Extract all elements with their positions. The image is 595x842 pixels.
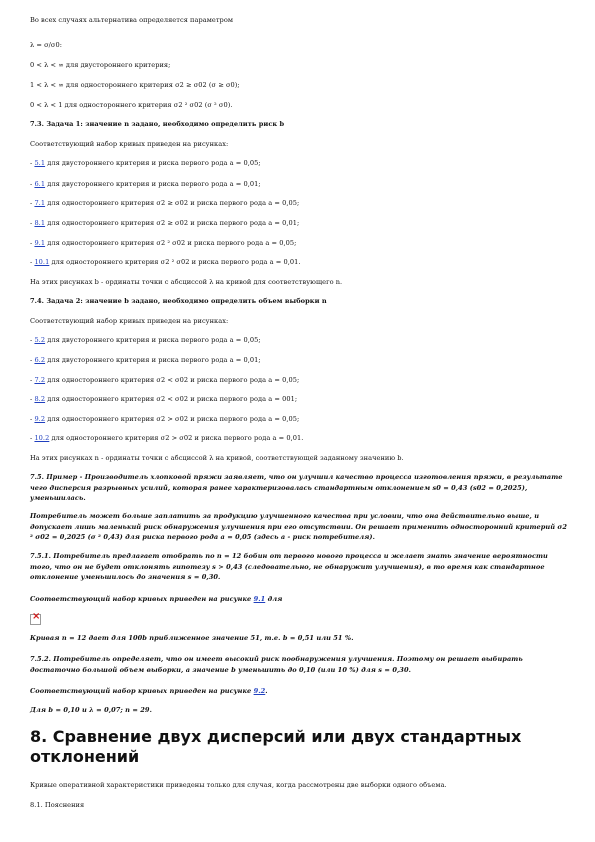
list-item-text: для одностороннего критерия σ2 > σ02 и риска первого рода a = 0,05; <box>45 415 300 423</box>
text: для <box>265 595 283 603</box>
example-paragraph: Для b = 0,10 и λ = 0,07; n = 29. <box>30 706 152 714</box>
example-paragraph <box>30 686 570 696</box>
bullet: - <box>30 199 35 207</box>
figure-link[interactable]: 10.1 <box>34 258 50 266</box>
figure-link[interactable]: 9.1 <box>34 239 46 247</box>
bullet: - <box>30 219 35 227</box>
figure-link[interactable]: 5.1 <box>34 159 46 167</box>
broken-image-icon <box>30 614 41 625</box>
bullet: - <box>30 239 35 247</box>
section-7-4-lead: Соответствующий набор кривых приведен на рисунках: <box>30 317 229 325</box>
list-item-text: для двустороннего критерия и риска первого рода a = 0,05; <box>45 336 261 344</box>
list-item-text: для двустороннего критерия и риска первого рода a = 0,01; <box>45 356 261 364</box>
bullet: - <box>30 258 35 266</box>
figure-link[interactable]: 9.1 <box>253 595 266 603</box>
figure-link[interactable]: 5.2 <box>34 336 46 344</box>
list-item-text: для двустороннего критерия и риска первого рода a = 0,01; <box>45 180 261 188</box>
bullet: - <box>30 336 35 344</box>
list-item <box>30 179 570 189</box>
list-item <box>30 355 570 365</box>
figure-link[interactable]: 9.2 <box>34 415 46 423</box>
text: . <box>265 687 268 695</box>
list-item <box>30 335 570 345</box>
intro-line: Во всех случаях альтернатива определяется параметром <box>30 16 234 24</box>
bullet: - <box>30 180 35 188</box>
example-paragraph: 7.5. Пример - Производитель хлопковой пряжи заявляет, что он улучшил качество процесса изготовления пряжи, в результате чего дисперсия разрывных усилий, которая ранее характеризовалась стандартным отклонением s0 = 0,43 (s02 = 0,2025), уменьшилась. <box>30 473 563 502</box>
list-item-text: для одностороннего критерия σ2 < σ02 и риска первого рода a = 001; <box>45 395 298 403</box>
figure-link[interactable]: 6.2 <box>34 356 46 364</box>
figure-link[interactable]: 6.1 <box>34 180 46 188</box>
bullet: - <box>30 434 35 442</box>
intro-line: λ = σ/σ0: <box>30 41 62 49</box>
bullet: - <box>30 415 35 423</box>
section-7-4-title: 7.4. Задача 2: значение b задано, необходимо определить объем выборки n <box>30 297 327 305</box>
example-paragraph: 7.5.1. Потребитель предлагает отобрать по n = 12 бобин от первого нового процесса и желает знать значение вероятности того, что он не будет отклонять гипотезу s > 0,43 (следовательно, не обнаружит улучшения), в то время как стандартное отклонение уменьшилось до значения s = 0,30. <box>30 552 548 581</box>
figure-link[interactable]: 7.2 <box>34 376 46 384</box>
list-item-text: для одностороннего критерия σ2 ≥ σ02 и риска первого рода a = 0,05; <box>45 199 300 207</box>
list-item <box>30 433 570 443</box>
list-item <box>30 375 570 385</box>
example-paragraph <box>30 594 570 604</box>
section-8-intro: Кривые оперативной характеристики приведены только для случая, когда рассмотрены две выборки одного объема. <box>30 781 447 789</box>
section-8-1-title: 8.1. Пояснения <box>30 801 85 809</box>
figure-link[interactable]: 9.2 <box>253 687 266 695</box>
bullet: - <box>30 356 35 364</box>
text: Соответствующий набор кривых приведен на рисунке <box>30 595 254 603</box>
figure-link[interactable]: 8.2 <box>34 395 46 403</box>
section-7-3-lead: Соответствующий набор кривых приведен на рисунках: <box>30 140 229 148</box>
list-item <box>30 238 570 248</box>
intro-line: 0 < λ < ∞ для двустороннего критерия; <box>30 61 171 69</box>
list-item-text: для одностороннего критерия σ2 > σ02 и риска первого рода a = 0,01. <box>49 434 304 442</box>
list-item <box>30 198 570 208</box>
figure-link[interactable]: 8.1 <box>34 219 46 227</box>
list-item-text: для одностороннего критерия σ2 ² σ02 и риска первого рода a = 0,01. <box>49 258 301 266</box>
section-7-3-note: На этих рисунках b - ординаты точки с абсциссой λ на кривой для соответствующего n. <box>30 278 343 286</box>
intro-line: 1 < λ < ∞ для одностороннего критерия σ2 ≥ σ02 (σ ≥ σ0); <box>30 81 240 89</box>
section-8-heading: 8. Сравнение двух дисперсий или двух стандартных отклонений <box>30 727 522 766</box>
bullet: - <box>30 159 35 167</box>
list-item-text: для одностороннего критерия σ2 < σ02 и риска первого рода a = 0,05; <box>45 376 300 384</box>
section-7-4-note: На этих рисунках n - ординаты точки с абсциссой λ на кривой, соответствующей заданному значению b. <box>30 454 404 462</box>
text: Соответствующий набор кривых приведен на рисунке <box>30 687 254 695</box>
bullet: - <box>30 395 35 403</box>
list-item <box>30 257 570 267</box>
list-item-text: для одностороннего критерия σ2 ² σ02 и риска первого рода a = 0,05; <box>45 239 297 247</box>
intro-line: 0 < λ < 1 для одностороннего критерия σ2 ² σ02 (σ ² σ0). <box>30 101 233 109</box>
example-paragraph: Потребитель может больше заплатить за продукцию улучшенного качества при условии, что она действительно выше, и допускает лишь маленький риск обнаружения улучшения при его отсутствии. Он решает применить односторонний критерий σ2 ² σ02 = 0,2025 (σ ² 0,43) для риска первого рода a = 0,05 (здесь a - риск потребителя). <box>30 512 567 541</box>
figure-link[interactable]: 10.2 <box>34 434 50 442</box>
example-paragraph: 7.5.2. Потребитель определяет, что он имеет высокий риск пообнаружения улучшения. Поэтому он решает выбирать достаточно большой объем выборки, а значение b уменьшить до 0,10 (или 10 %) для s = 0,30. <box>30 655 523 674</box>
list-item <box>30 158 570 168</box>
bullet: - <box>30 376 35 384</box>
list-item <box>30 394 570 404</box>
section-7-3-title: 7.3. Задача 1: значение n задано, необходимо определить риск b <box>30 120 285 128</box>
figure-link[interactable]: 7.1 <box>34 199 46 207</box>
list-item <box>30 414 570 424</box>
example-paragraph: Кривая n = 12 дает для 100b приближенное значение 51, т.е. b = 0,51 или 51 %. <box>30 634 354 642</box>
list-item-text: для одностороннего критерия σ2 ≥ σ02 и риска первого рода a = 0,01; <box>45 219 300 227</box>
list-item-text: для двустороннего критерия и риска первого рода a = 0,05; <box>45 159 261 167</box>
list-item <box>30 218 570 228</box>
